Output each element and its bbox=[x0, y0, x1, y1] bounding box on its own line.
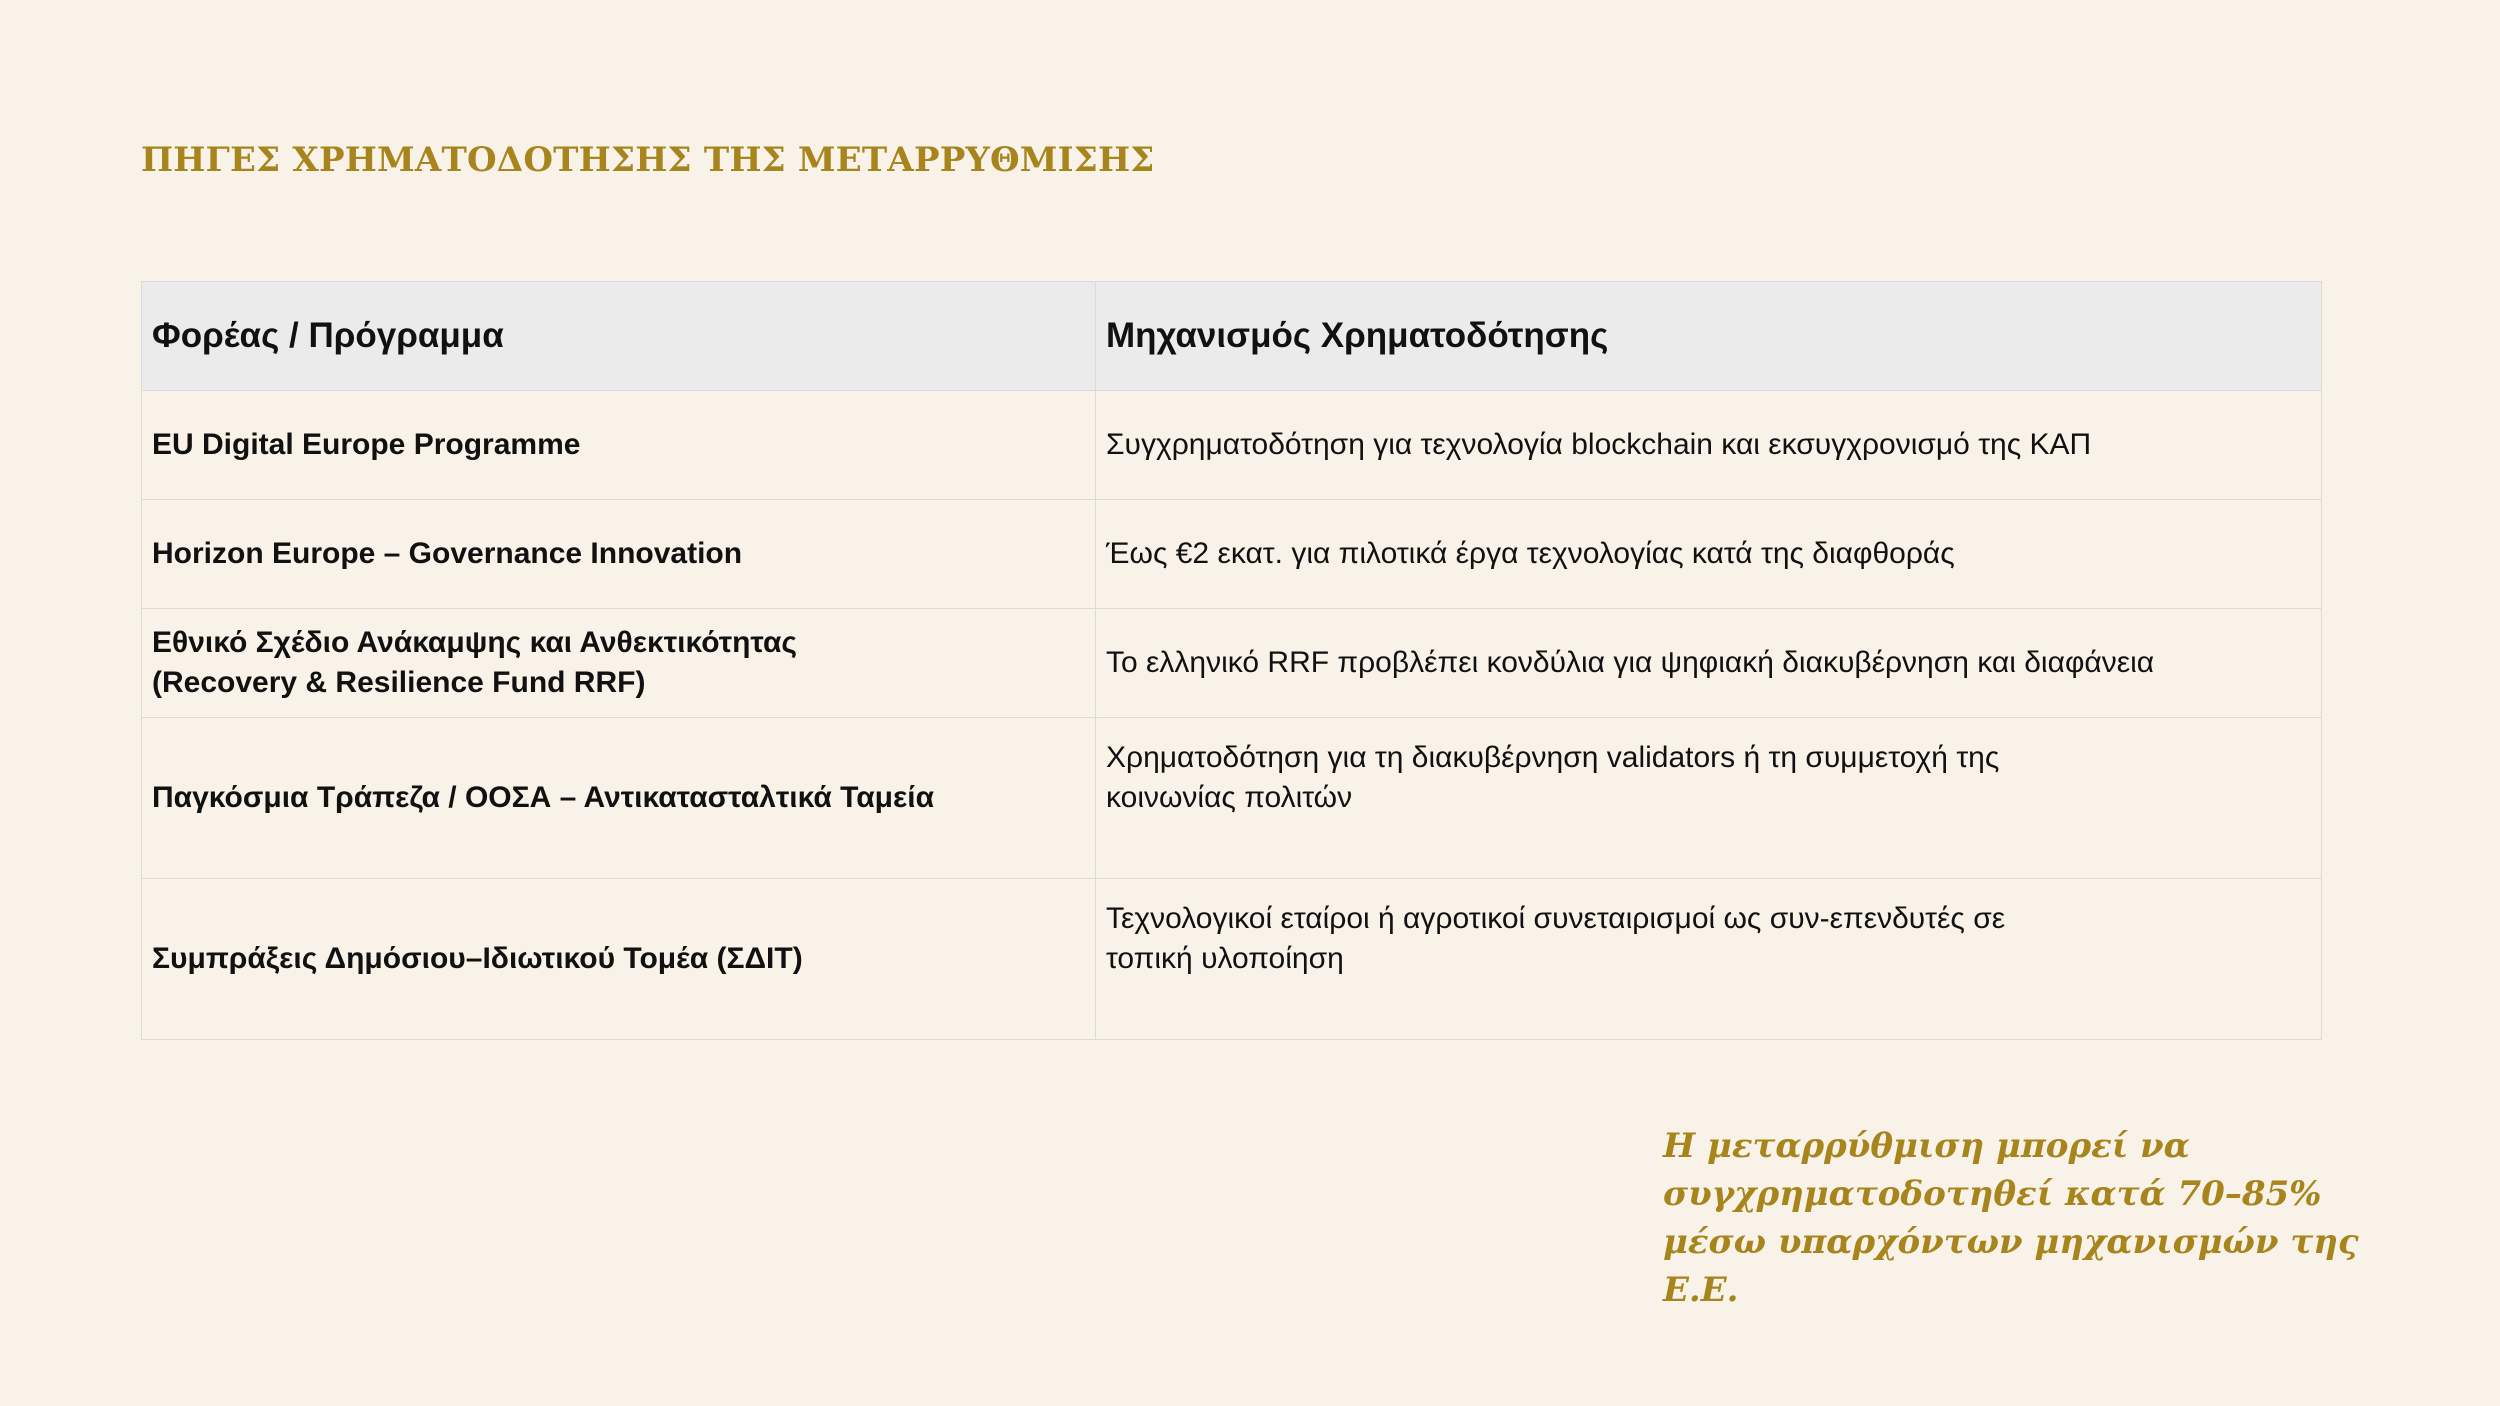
quote-line-2: συγχρηματοδοτηθεί κατά 70–85% bbox=[1663, 1174, 2322, 1214]
quote-line-3: μέσω υπαρχόντων μηχανισμών της Ε.Ε. bbox=[1663, 1222, 2359, 1310]
source-text-line-2: (Recovery & Resilience Fund RRF) bbox=[152, 666, 646, 699]
mechanism-cell bbox=[1096, 391, 2322, 500]
source-text: Horizon Europe – Governance Innovation bbox=[152, 537, 743, 570]
source-cell bbox=[142, 500, 1096, 609]
table-row bbox=[142, 718, 2322, 879]
mechanism-text: Το ελληνικό RRF προβλέπει κονδύλια για ψηφιακή διακυβέρνηση και διαφάνεια bbox=[1106, 646, 2155, 679]
mechanism-cell bbox=[1096, 718, 2322, 879]
mechanism-text-line-1: Χρηματοδότηση για τη διακυβέρνηση validators ή τη συμμετοχή της bbox=[1106, 741, 2000, 774]
mechanism-text-line-2: κοινωνίας πολιτών bbox=[1106, 781, 1353, 814]
source-text-line-1: Εθνικό Σχέδιο Ανάκαμψης και Ανθεκτικότητας bbox=[152, 626, 797, 659]
source-text: Παγκόσμια Τράπεζα / ΟΟΣΑ – Αντικατασταλτικά Ταμεία bbox=[152, 781, 935, 814]
table-header-row bbox=[142, 282, 2322, 391]
mechanism-cell bbox=[1096, 500, 2322, 609]
quote-line-1: Η μεταρρύθμιση μπορεί να bbox=[1663, 1126, 2190, 1166]
mechanism-cell bbox=[1096, 879, 2322, 1040]
source-cell bbox=[142, 391, 1096, 500]
mechanism-text: Έως €2 εκατ. για πιλοτικά έργα τεχνολογίας κατά της διαφθοράς bbox=[1106, 537, 1955, 570]
table-row bbox=[142, 500, 2322, 609]
table-row bbox=[142, 391, 2322, 500]
slide-title: ΠΗΓΕΣ ΧΡΗΜΑΤΟΔΟΤΗΣΗΣ ΤΗΣ ΜΕΤΑΡΡΥΘΜΙΣΗΣ bbox=[141, 140, 1155, 180]
table-row bbox=[142, 879, 2322, 1040]
source-text: Συμπράξεις Δημόσιου–Ιδιωτικού Τομέα (ΣΔΙΤ) bbox=[152, 942, 803, 975]
source-cell bbox=[142, 879, 1096, 1040]
cofunding-highlight-quote bbox=[1663, 1122, 2403, 1314]
mechanism-text-line-1: Τεχνολογικοί εταίροι ή αγροτικοί συνεταιρισμοί ως συν-επενδυτές σε bbox=[1106, 902, 2006, 935]
source-cell bbox=[142, 609, 1096, 718]
mechanism-cell bbox=[1096, 609, 2322, 718]
mechanism-text-line-2: τοπική υλοποίηση bbox=[1106, 942, 1344, 975]
source-text: EU Digital Europe Programme bbox=[152, 428, 581, 461]
table-row bbox=[142, 609, 2322, 718]
source-cell bbox=[142, 718, 1096, 879]
column-header-source: Φορέας / Πρόγραμμα bbox=[142, 282, 1096, 391]
funding-sources-table bbox=[141, 281, 2322, 1040]
mechanism-text: Συγχρηματοδότηση για τεχνολογία blockchain και εκσυγχρονισμό της ΚΑΠ bbox=[1106, 428, 2092, 461]
column-header-mechanism: Μηχανισμός Χρηματοδότησης bbox=[1096, 282, 2322, 391]
